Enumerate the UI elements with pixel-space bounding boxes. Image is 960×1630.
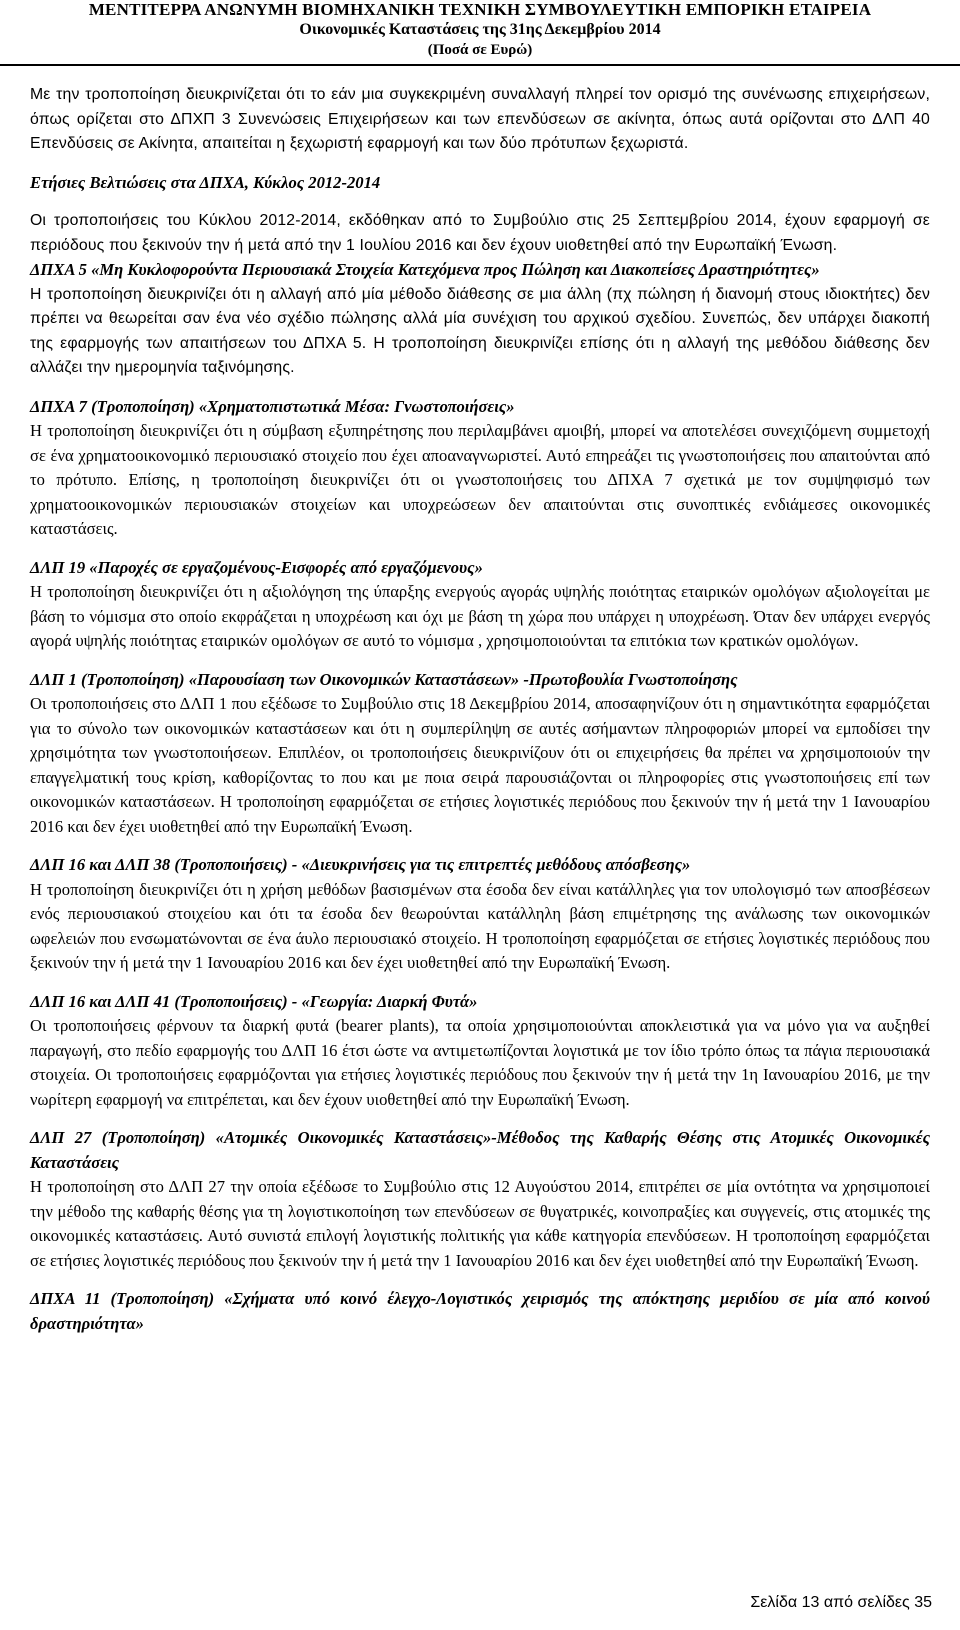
paragraph-ias27: Η τροποποίηση στο ΔΛΠ 27 την οποία εξέδωσε το Συμβούλιο στις 12 Αυγούστου 2014, επιτρέπει σε μία οντότητα να χρησιμοποιεί την μέθοδο της καθαρής θέσης για τη λογιστικοποίηση των επενδύσεων σε θυγατρικές, κοινοπραξίες και συγγενείς, στις ατομικές της οικονομικές καταστάσεις. Αυτό συνιστά επιλογή λογιστικής πολιτικής για κάθε κατηγορία επενδύσεων. Η τροποποίηση εφαρμόζεται σε ετήσιες λογιστικές περιόδους που ξεκινούν την ή μετά την 1 Ιανουαρίου 2016 και δεν έχει υιοθετηθεί από την Ευρωπαϊκή Ένωση. <box>30 1177 930 1270</box>
page-number: Σελίδα 13 από σελίδες 35 <box>750 1594 932 1611</box>
heading-ias27: ΔΛΠ 27 (Τροποποίηση) «Ατομικές Οικονομικές Καταστάσεις»-Μέθοδος της Καθαρής Θέσης στις Ατομικές Οικονομικές Καταστάσεις <box>30 1128 930 1172</box>
currency-note: (Ποσά σε Ευρώ) <box>427 42 533 58</box>
heading-ias16-41: ΔΛΠ 16 και ΔΛΠ 41 (Τροποποιήσεις) - «Γεωργία: Διαρκή Φυτά» <box>30 991 478 1011</box>
page-header <box>0 0 960 60</box>
heading-ifrs11: ΔΠΧΑ 11 (Τροποποίηση) «Σχήματα υπό κοινό έλεγχο-Λογιστικός χειρισμός της απόκτησης μεριδίου σε μία από κοινού δραστηριότητα» <box>30 1289 930 1333</box>
heading-ifrs5: ΔΠΧΑ 5 «Μη Κυκλοφορούντα Περιουσιακά Στοιχεία Κατεχόμενα προς Πώληση και Διακοπείσες Δραστηριότητες» <box>30 260 820 279</box>
header-rule <box>0 64 960 66</box>
heading-ias16-38: ΔΛΠ 16 και ΔΛΠ 38 (Τροποποιήσεις) - «Διευκρινήσεις για τις επιτρεπτές μεθόδους απόσβεσης» <box>30 855 691 874</box>
paragraph-intro: Με την τροποποίηση διευκρινίζεται ότι το εάν μια συγκεκριμένη συναλλαγή πληρεί τον ορισμό της συνένωσης επιχειρήσεων, όπως ορίζεται στο ΔΠΧΠ 3 Συνενώσεις Επιχειρήσεων και των επενδύσεων σε ακίνητα, όπως αυτά ορίζονται στο ΔΛΠ 40 Επενδύσεις σε Ακίνητα, απαιτείται η ξεχωριστή εφαρμογή και των δύο πρότυπων ξεχωριστά. <box>30 86 930 152</box>
document-body <box>30 83 930 1336</box>
heading-ias19: ΔΛΠ 19 «Παροχές σε εργαζομένους-Εισφορές από εργαζόμενους» <box>30 557 483 577</box>
heading-annual-improvements: Ετήσιες Βελτιώσεις στα ΔΠΧΑ, Κύκλος 2012-2014 <box>30 172 381 192</box>
paragraph-ias16-38: Η τροποποίηση διευκρινίζει ότι η χρήση μεθόδων βασισμένων στα έσοδα δεν είναι κατάλληλες για τον υπολογισμό των αποσβέσεων ενός περιουσιακού στοιχείου και ότι τα έσοδα δεν θεωρούνται κατάλληλη βάση επιμέτρησης της ανάλωσης των οικονομικών ωφελειών που ενσωματώνονται σε ένα άυλο περιουσιακό στοιχείο. Η τροποποίηση εφαρμόζεται σε ετήσιες λογιστικές περιόδους που ξεκινούν την ή μετά την 1 Ιανουαρίου 2016 και δεν έχει υιοθετηθεί από την Ευρωπαϊκή Ένωση. <box>30 879 930 972</box>
paragraph-ias16-41: Οι τροποποιήσεις φέρνουν τα διαρκή φυτά (bearer plants), τα οποία χρησιμοποιούνται αποκλειστικά για να μόνο για να αυξηθεί παραγωγή, στο πεδίο εφαρμογής του ΔΛΠ 16 έτσι ώστε να αντιμετωπίζονται λογιστικά με τον ίδιο τρόπο όπως τα πάγια περιουσιακά στοιχεία. Οι τροποποιήσεις εφαρμόζονται για ετήσιες λογιστικές περιόδους που ξεκινούν την ή μετά την 1η Ιανουαρίου 2016, με την νωρίτερη εφαρμογή να επιτρέπεται, και δεν έχουν υιοθετηθεί από την Ευρωπαϊκή Ένωση. <box>30 1016 930 1109</box>
paragraph-annual-improvements: Οι τροποποιήσεις του Κύκλου 2012-2014, εκδόθηκαν από το Συμβούλιο στις 25 Σεπτεμβρίου 2014, έχουν εφαρμογή σε περιόδους που ξεκινούν την ή μετά από την 1 Ιουλίου 2016 και δεν έχουν υιοθετηθεί από την Ευρωπαϊκή Ένωση. <box>30 212 930 254</box>
company-name: ΜΕΝΤΙΤΕΡΡΑ ΑΝΩΝΥΜΗ ΒΙΟΜΗΧΑΝΙΚΗ ΤΕΧΝΙΚΗ ΣΥΜΒΟΥΛΕΥΤΙΚΗ ΕΜΠΟΡΙΚΗ ΕΤΑΙΡΕΙΑ <box>88 0 872 19</box>
paragraph-ifrs5: Η τροποποίηση διευκρινίζει ότι η αλλαγή από μία μέθοδο διάθεσης σε μια άλλη (πχ πώληση ή διανομή στους ιδιοκτήτες) δεν πρέπει να θεωρείται σαν ένα νέο σχέδιο πώλησης αλλά μία συνέχιση του αρχικού σχεδίου. Συνεπώς, δεν υπάρχει διακοπή της εφαρμογής των απαιτήσεων του ΔΠΧΑ 5. Η τροποποίηση διευκρινίζει επίσης ότι η αλλαγή της μεθόδου διάθεσης δεν αλλάζει την ημερομηνία ταξινόμησης. <box>30 285 930 376</box>
statements-title: Οικονομικές Καταστάσεις της 31ης Δεκεμβρίου 2014 <box>299 21 661 38</box>
paragraph-ias1: Οι τροποποιήσεις στο ΔΛΠ 1 που εξέδωσε το Συμβούλιο στις 18 Δεκεμβρίου 2014, αποσαφηνίζουν ότι η σημαντικότητα εφαρμόζεται για το σύνολο των οικονομικών καταστάσεων και ότι η συμπερίληψη σε αυτές ασήμαντων πληροφοριών μπορεί να εμποδίσει την χρησιμότητα των γνωστοποιήσεων. Επιπλέον, οι τροποποιήσεις διευκρινίζουν ότι οι επιχειρήσεις θα πρέπει να χρησιμοποιούν την επαγγελματική τους κρίση, καθορίζοντας το που και με ποια σειρά παρουσιάζονται οι πληροφορίες στις γνωστοποιήσεις επί των οικονομικών καταστάσεων. Η τροποποίηση εφαρμόζεται σε ετήσιες λογιστικές περιόδους που ξεκινούν την ή μετά την 1 Ιανουαρίου 2016 και δεν έχει υιοθετηθεί από την Ευρωπαϊκή Ένωση. <box>30 694 930 836</box>
paragraph-ifrs7: Η τροποποίηση διευκρινίζει ότι η σύμβαση εξυπηρέτησης που περιλαμβάνει αμοιβή, μπορεί να αποτελέσει συνεχιζόμενη συμμετοχή σε ένα χρηματοοικονομικό περιουσιακό στοιχείο που έχει αποαναγνωριστεί. Αυτό επηρεάζει τις γνωστοποιήσεις που απαιτούνται από το πρότυπο. Επίσης, η τροποποίηση διευκρινίζει ότι οι γνωστοποιήσεις του ΔΠΧΑ 7 σχετικά με τον συμψηφισμό των χρηματοοικονομικών περιουσιακών στοιχείων και υποχρεώσεων δεν απαιτούνται στις συνοπτικές ενδιάμεσες οικονομικές καταστάσεις. <box>30 421 930 538</box>
heading-ifrs7: ΔΠΧΑ 7 (Τροποποίηση) «Χρηματοπιστωτικά Μέσα: Γνωστοποιήσεις» <box>30 396 515 416</box>
paragraph-ias19: Η τροποποίηση διευκρινίζει ότι η αξιολόγηση της ύπαρξης ενεργούς αγοράς υψηλής ποιότητας εταιρικών ομολόγων αξιολογείται με βάση το νόμισμα στο οποίο εκφράζεται η υποχρέωση και όχι με βάση τη χώρα που υπάρχει η υποχρέωση. Όταν δεν υπάρχει ενεργός αγορά υψηλής ποιότητας εταιρικών ομολόγων σε αυτό το νόμισμα , χρησιμοποιούνται τα επιτόκια των κρατικών ομολόγων. <box>30 582 930 650</box>
heading-ias1: ΔΛΠ 1 (Τροποποίηση) «Παρουσίαση των Οικονομικών Καταστάσεων» -Πρωτοβουλία Γνωστοποίησης <box>30 669 738 689</box>
